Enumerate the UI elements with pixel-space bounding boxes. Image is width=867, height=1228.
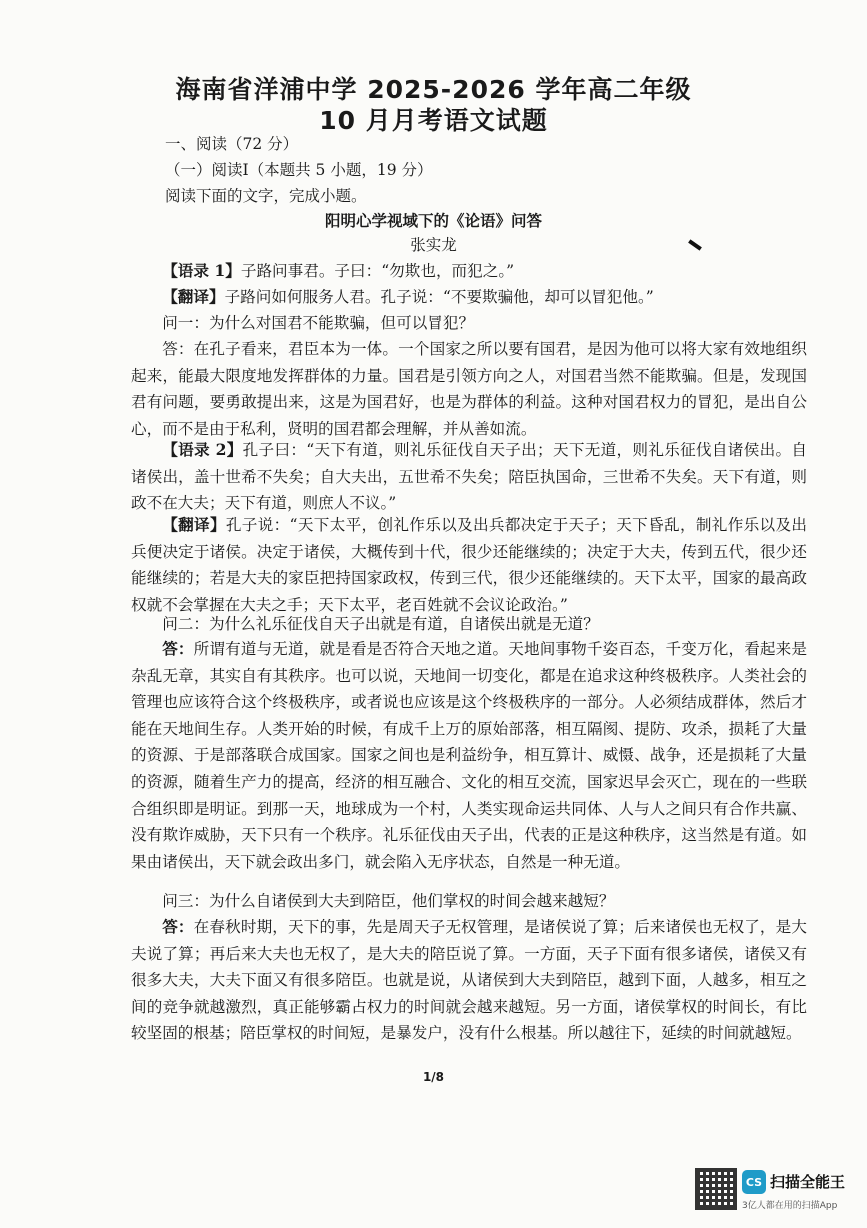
qr-code-icon [695, 1168, 737, 1210]
answer-2-text: 所谓有道与无道，就是看是否符合天地之道。天地间事物千姿百态，千变万化，看起来是杂乱无章，其实自有其秩序。也可以说，天地间一切变化，都是在追求这种终极秩序。人类社会的管理也应该符合这个终极秩序，或者说也应该是这个终极秩序的一部分。人必须结成群体，然后才能在天地间生存。人类开始的时候，有成千上万的原始部落，相互隔阂、提防、攻杀，损耗了大量的资源、于是部落联合成国家。国家之间也是利益纷争，相互算计、威慑、战争，还是损耗了大量的资源，随着生产力的提高，经济的相互融合、文化的相互交流，国家迟早会灭亡，现在的一些联合组织即是明证。到那一天，地球成为一个村，人类实现命运共同体、人与人之间只有合作共赢、没有欺诈威胁，天下只有一个秩序。礼乐征伐由天子出，代表的正是这种秩序，这当然是有道。如果由诸侯出，天下就会政出多门，就会陷入无序状态，自然是一种无道。 [131, 640, 807, 871]
scanner-brand: 扫描全能王 [770, 1173, 846, 1191]
subsection-heading: （一）阅读Ⅰ（本题共 5 小题，19 分） [165, 161, 433, 179]
instruction-text: 阅读下面的文字，完成小题。 [165, 187, 367, 205]
quote-1-label: 【语录 1】 [162, 261, 241, 280]
answer-3 [131, 914, 807, 1047]
translation-1-text: 子路问如何服务人君。孔子说：“不要欺骗他，却可以冒犯他。” [224, 288, 654, 306]
answer-2-label: 答： [162, 639, 194, 658]
answer-2 [131, 636, 807, 875]
quote-2-label: 【语录 2】 [162, 440, 243, 459]
quote-1 [131, 258, 807, 285]
answer-1: 答：在孔子看来，君臣本为一体。一个国家之所以要有国君，是因为他可以将大家有效地组织起来，能最大限度地发挥群体的力量。国君是引领方向之人，对国君当然不能欺骗。但是，发现国君有问题，要勇敢提出来，这是为国君好，也是为群体的利益。这种对国君权力的冒犯，是出自公心，而不是由于私利，贤明的国君都会理解，并从善如流。 [131, 340, 807, 438]
scanner-brand-tagline: 3亿人都在用的扫描App [742, 1201, 838, 1211]
translation-1 [131, 284, 807, 311]
section-heading: 一、阅读（72 分） [165, 135, 299, 153]
article-title: 阳明心学视域下的《论语》问答 [324, 211, 542, 230]
translation-2-text: 孔子说：“天下太平，创礼作乐以及出兵都决定于天子；天下昏乱，制礼作乐以及出兵便决定于诸侯。决定于诸侯，大概传到十代，很少还能继续的；决定于大夫，传到五代，很少还能继续的；若是大夫的家臣把持国家政权，传到三代，很少还能继续的。天下太平，国家的最高政权就不会掌握在大夫之手；天下太平，老百姓就不会议论政治。” [131, 516, 807, 614]
quote-2-text: 孔子曰：“天下有道，则礼乐征伐自天子出；天下无道，则礼乐征伐自诸侯出。自诸侯出，盖十世希不失矣；自大夫出，五世希不失矣；陪臣执国命，三世希不失矣。天下有道，则政不在大夫；天下有道，则庶人不议。” [131, 441, 807, 513]
translation-1-label: 【翻译】 [162, 287, 225, 306]
camscanner-logo-icon: CS [742, 1170, 766, 1194]
answer-3-label: 答： [162, 917, 194, 936]
answer-3-text: 在春秋时期，天下的事，先是周天子无权管理，是诸侯说了算；后来诸侯也无权了，是大夫说了算；再后来大夫也无权了，是大夫的陪臣说了算。一方面，天子下面有很多诸侯，诸侯又有很多大夫，大夫下面又有很多陪臣。也就是说，从诸侯到大夫到陪臣，越到下面，人越多，相互之间的竞争就越激烈，真正能够霸占权力的时间就会越来越短。另一方面，诸侯掌权的时间长，有比较坚固的根基；陪臣掌权的时间短，是暴发户，没有什么根基。所以越往下，延续的时间就越短。 [131, 918, 807, 1043]
exam-title-line2: 10 月月考语文试题 [319, 106, 548, 135]
article-author: 张实龙 [410, 236, 457, 254]
question-3: 问三：为什么自诸侯到大夫到陪臣，他们掌权的时间会越来越短？ [162, 892, 615, 910]
translation-2-label: 【翻译】 [162, 515, 226, 534]
exam-title-line1: 海南省洋浦中学 2025-2026 学年高二年级 [175, 75, 692, 104]
question-2: 问二：为什么礼乐征伐自天子出就是有道，自诸侯出就是无道？ [162, 615, 599, 633]
question-1: 问一：为什么对国君不能欺骗，但可以冒犯？ [162, 314, 475, 332]
quote-2 [131, 437, 807, 517]
translation-2 [131, 512, 807, 618]
page-number: 1/8 [422, 1070, 445, 1084]
quote-1-text: 子路问事君。子曰：“勿欺也，而犯之。” [240, 262, 515, 280]
